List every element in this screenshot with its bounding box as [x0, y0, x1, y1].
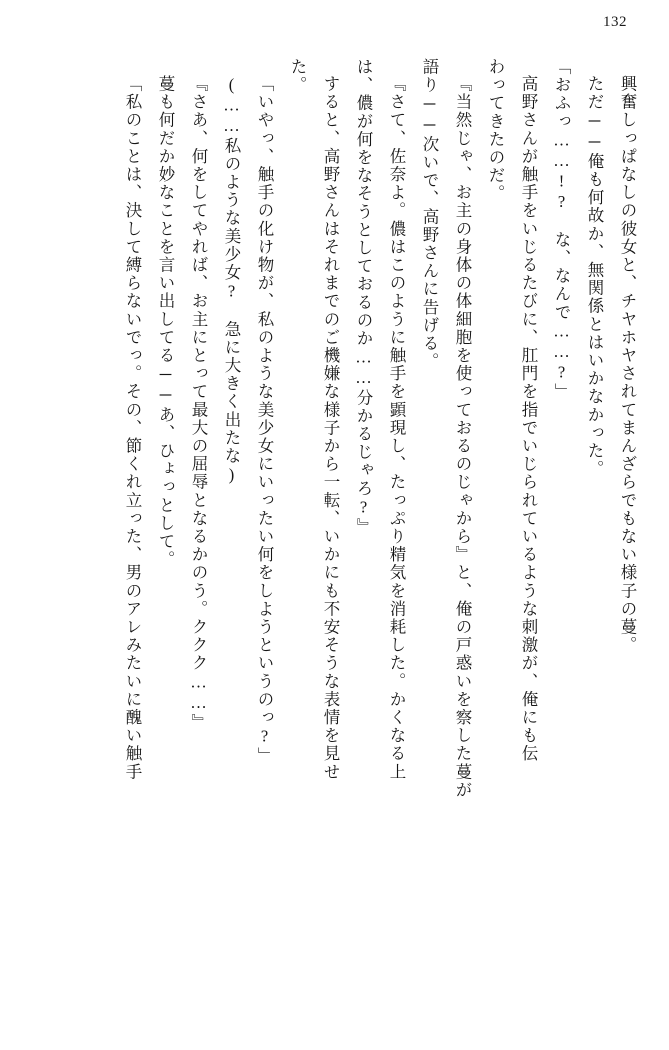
text-line: 『さあ、何をしてやれば、お主にとって最大の屈辱となるかのう。ククク……』 [189, 75, 208, 732]
text-line: (……私のような美少女? 急に大きく出たな) [222, 75, 241, 486]
page-number: 132 [603, 14, 627, 30]
text-line: 『当然じゃ、お主の身体の体細胞を使っておるのじゃから』と、俺の戸惑いを察した蔓が [453, 75, 472, 799]
text-line: わってきたのだ。 [486, 58, 505, 203]
text-line: 「いやっ、触手の化け物が、私のような美少女にいったい何をしようというのっ?」 [255, 75, 274, 766]
text-line: た。 [288, 58, 307, 95]
text-line: すると、高野さんはそれまでのご機嫌な様子から一転、いかにも不安そうな表情を見せ [321, 75, 340, 781]
text-line: 『さて、佐奈よ。儂はこのように触手を顕現し、たっぷり精気を消耗した。かくなる上 [387, 75, 406, 781]
page-text-body [24, 58, 635, 1018]
text-line: 「私のことは、決して縛らないでっ。その、節くれ立った、男のアレみたいに醜い触手 [123, 75, 142, 781]
text-line: は、儂が何をなそうとしておるのか……分かるじゃろ?』 [354, 58, 373, 537]
text-line: 語り──次いで、高野さんに告げる。 [420, 58, 439, 371]
text-line: 高野さんが触手をいじるたびに、肛門を指でいじられているような刺激が、俺にも伝 [519, 75, 538, 763]
text-line: 「おふっ……!? な、なんで……?」 [552, 58, 571, 402]
text-line: 興奮しっぱなしの彼女と、チヤホヤされてまんざらでもない様子の蔓。 [618, 75, 637, 655]
text-line: ただ──俺も何故か、無関係とはいかなかった。 [585, 75, 604, 479]
text-line: 蔓も何だか妙なことを言い出してる──あ、ひょっとして。 [156, 75, 175, 569]
